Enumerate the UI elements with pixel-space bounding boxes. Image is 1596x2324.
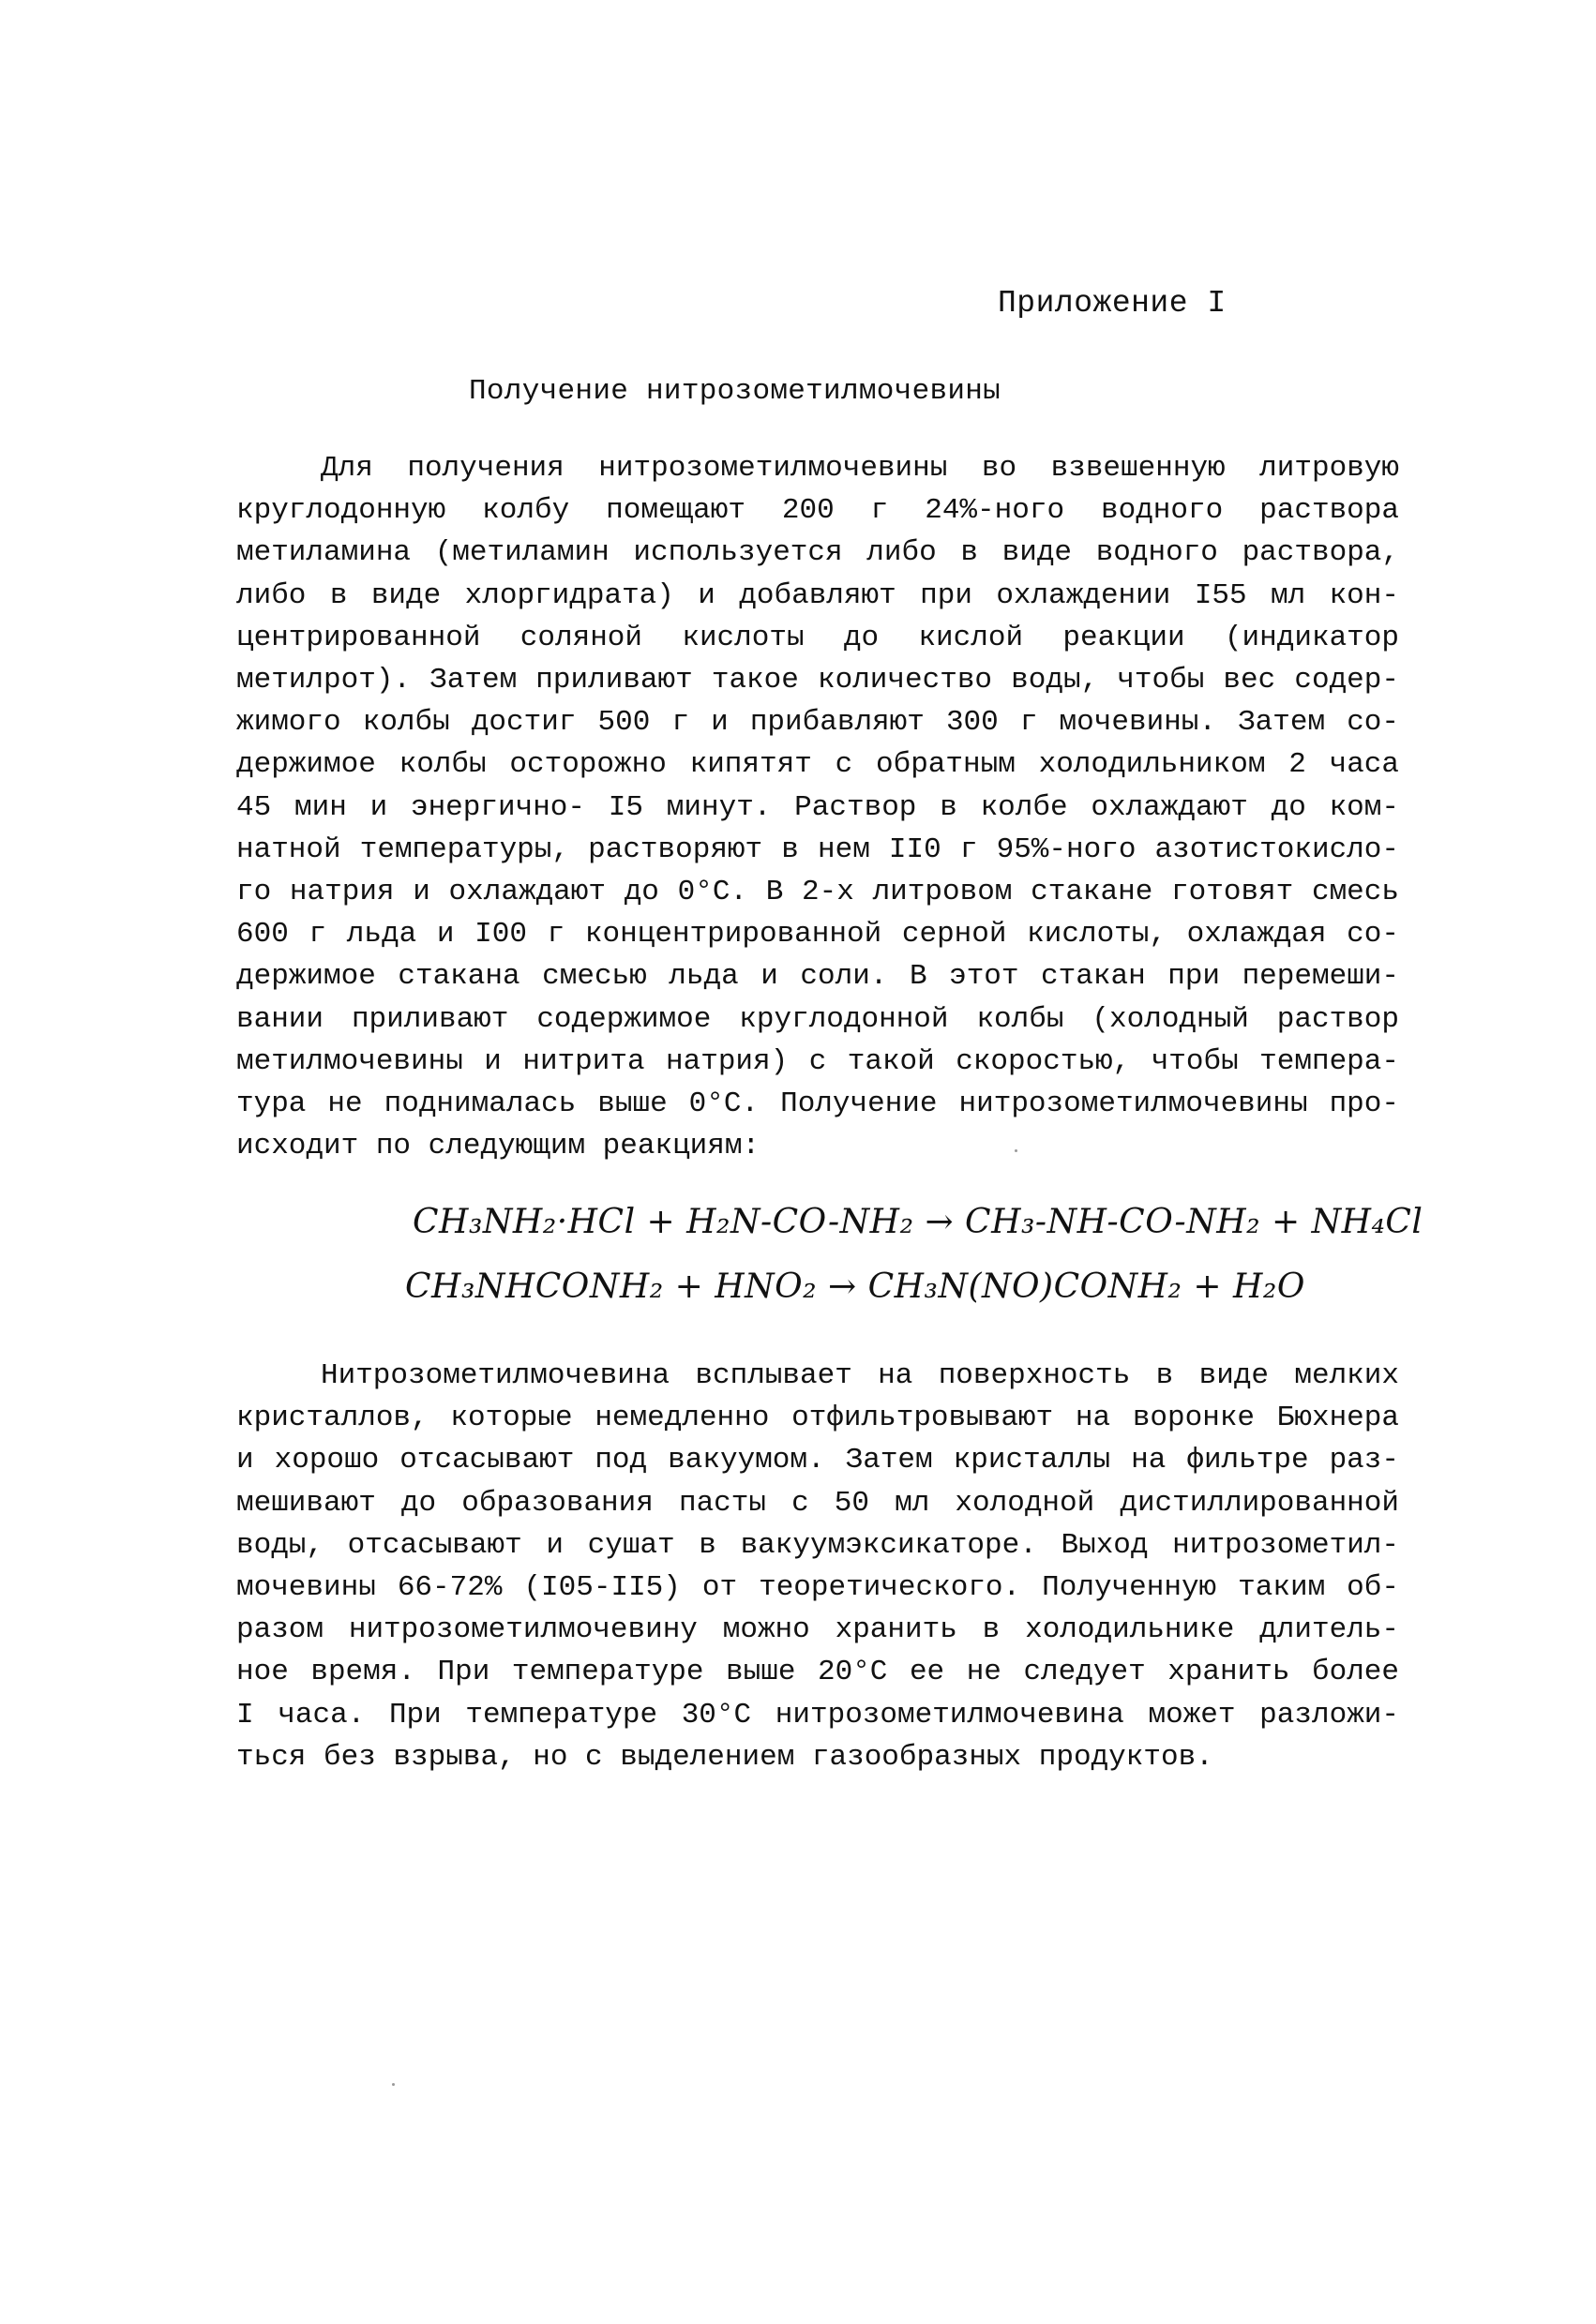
- equation-2: CH₃NHCONH₂ + HNO₂ → CH₃N(NO)CONH₂ + H₂O: [405, 1267, 1305, 1306]
- text-line: мешивают до образования пасты с 50 мл холодной дистиллированной: [236, 1486, 1399, 1520]
- text-line: и хорошо отсасывают под вакуумом. Затем кристаллы на фильтре раз-: [236, 1444, 1399, 1477]
- text-line: мочевины 66-72% (I05-II5) от теоретического. Полученную таким об-: [236, 1571, 1399, 1605]
- text-line: держимое стакана смесью льда и соли. В этот стакан при перемеши-: [236, 960, 1399, 994]
- text-line: метиламина (метиламин используется либо в виде водного раствора,: [236, 536, 1399, 570]
- text-line: 45 мин и энергично- I5 минут. Раствор в колбе охлаждают до ком-: [236, 790, 1399, 824]
- text-line: Для получения нитрозометилмочевины во взвешенную литровую: [321, 452, 1399, 485]
- text-line: тура не поднималась выше 0°С. Получение нитрозометилмочевины про-: [236, 1087, 1399, 1121]
- text-line: воды, отсасывают и сушат в вакуумэксикаторе. Выход нитрозометил-: [236, 1528, 1399, 1562]
- text-line: I часа. При температуре 30°С нитрозометилмочевина может разложи-: [236, 1698, 1399, 1732]
- text-line: центрированной соляной кислоты до кислой реакции (индикатор: [236, 621, 1399, 654]
- scan-speck: [392, 2083, 395, 2086]
- text-line: натной температуры, растворяют в нем II0 г 95%-ного азотистокисло-: [236, 832, 1399, 866]
- paragraph-product: [236, 1355, 1399, 1778]
- text-line: разом нитрозометилмочевину можно хранить в холодильнике длитель-: [236, 1613, 1399, 1647]
- text-line: жимого колбы достиг 500 г и прибавляют 300 г мочевины. Затем со-: [236, 706, 1399, 740]
- document-title: Получение нитрозометилмочевины: [469, 375, 1001, 408]
- text-line: ное время. При температуре выше 20°С ее не следует хранить более: [236, 1656, 1399, 1689]
- equation-1: CH₃NH₂·HCl + H₂N-CO-NH₂ → CH₃-NH-CO-NH₂ + NH₄Cl: [413, 1203, 1423, 1241]
- text-line: го натрия и охлаждают до 0°С. В 2-х литровом стакане готовят смесь: [236, 876, 1399, 909]
- text-line: исходит по следующим реакциям:: [236, 1130, 760, 1163]
- text-line: круглодонную колбу помещают 200 г 24%-ного водного раствора: [236, 494, 1399, 528]
- appendix-label: Приложение I: [998, 286, 1227, 321]
- text-line: держимое колбы осторожно кипятят с обратным холодильником 2 часа: [236, 748, 1399, 782]
- scan-speck: [1015, 1149, 1017, 1152]
- text-line: 600 г льда и I00 г концентрированной серной кислоты, охлаждая со-: [236, 918, 1399, 952]
- text-line: метилмочевины и нитрита натрия) с такой скоростью, чтобы темпера-: [236, 1044, 1399, 1078]
- paragraph-procedure: [236, 447, 1399, 1167]
- text-line: вании приливают содержимое круглодонной колбы (холодный раствор: [236, 1002, 1399, 1036]
- text-line: ться без взрыва, но с выделением газообразных продуктов.: [236, 1740, 1213, 1774]
- text-line: кристаллов, которые немедленно отфильтровывают на воронке Бюхнера: [236, 1402, 1399, 1435]
- text-line: метилрот). Затем приливают такое количество воды, чтобы вес содер-: [236, 664, 1399, 697]
- text-line: Нитрозометилмочевина всплывает на поверхность в виде мелких: [321, 1359, 1399, 1392]
- text-line: либо в виде хлоргидрата) и добавляют при охлаждении I55 мл кон-: [236, 578, 1399, 612]
